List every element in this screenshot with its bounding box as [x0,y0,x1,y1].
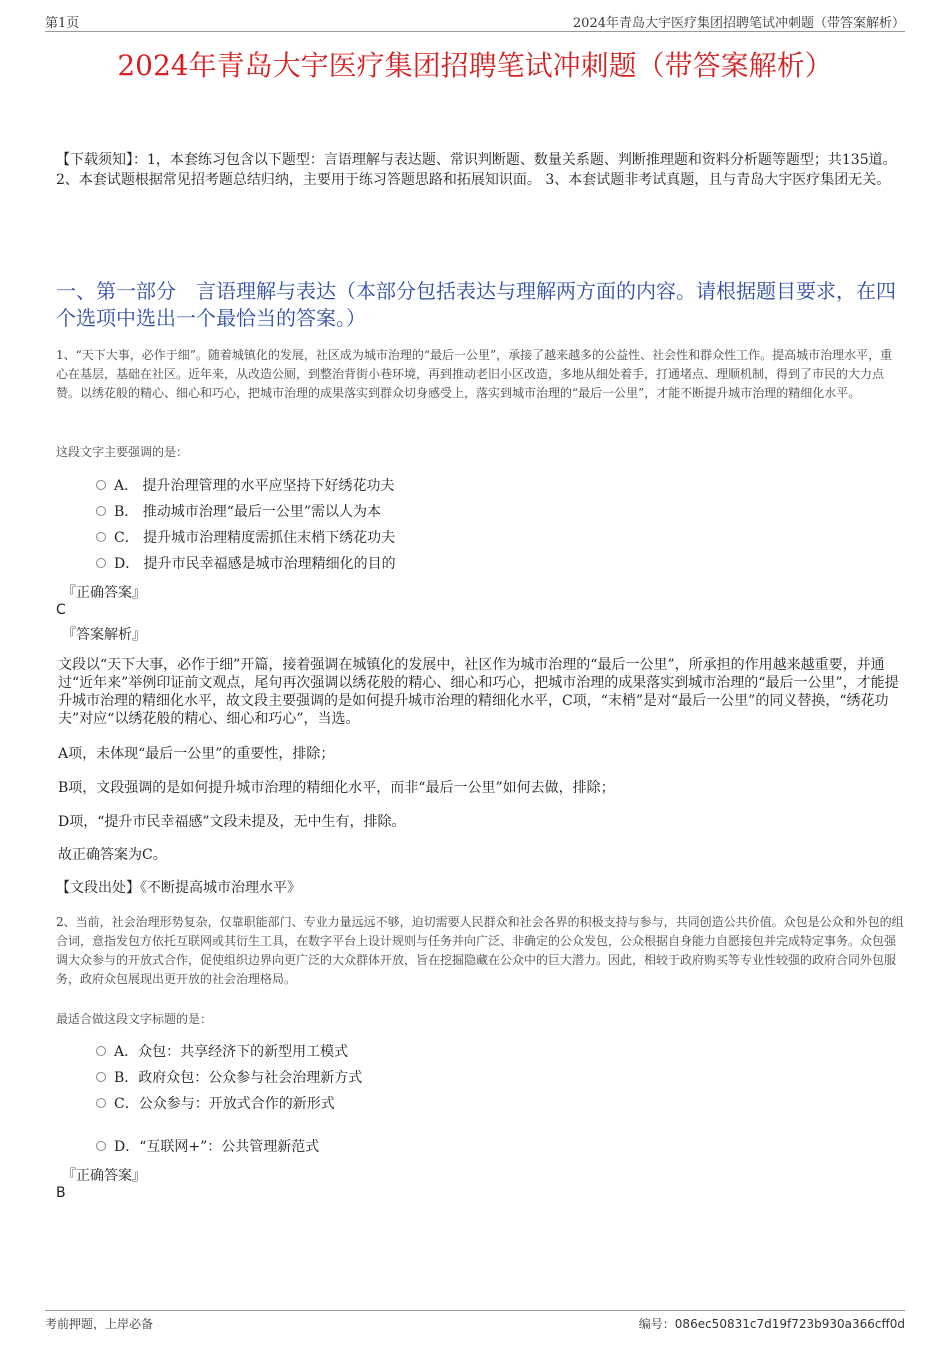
q2-option-b[interactable]: B．政府众包：公众参与社会治理新方式 [96,1068,362,1088]
footer-code: 编号：086ec50831c7d19f723b930a366cff0d [638,1317,905,1331]
radio-icon[interactable] [96,532,106,542]
radio-icon[interactable] [96,480,106,490]
q1-analysis-b: B项，文段强调的是如何提升城市治理的精细化水平，而非“最后一公里”如何去做，排除； [58,780,615,796]
footer-rule [45,1310,905,1311]
document-title: 2024年青岛大宇医疗集团招聘笔试冲刺题（带答案解析） [117,49,833,82]
q1-passage: 1、“天下大事，必作于细”。随着城镇化的发展，社区成为城市治理的“最后一公里”，承接了越来越多的公益性、社会性和群众性工作。提高城市治理水平，重心在基层，基础在社区。近年来，从改造公厕，到整治背街小巷环境，再到推动老旧小区改造，多地从细处着手，打通堵点、理顺机制，得到了市民的大力点赞。以绣花般的精心、细心和巧心，把城市治理的成果落实到群众切身感受上，落实到城市治理的“最后一公里”，才能不断提升城市治理的精细化水平。 [56,348,893,400]
q1-answer: C [56,602,66,618]
download-notice: 【下载须知】：1，本套练习包含以下题型：言语理解与表达题、常识判断题、数量关系题、判断推理题和资料分析题等题型；共135道。 2、本套试题根据常见招考题总结归纳，主要用于练习答题思路和拓展知识面。 3、本套试题非考试真题，且与青岛大宇医疗集团无关。 [56,152,897,188]
q2-answer-label: 『正确答案』 [62,1168,146,1184]
q1-question: 这段文字主要强调的是： [56,445,189,459]
q1-analysis-a: A项，未体现“最后一公里”的重要性，排除； [58,746,335,762]
q1-option-b[interactable]: B． 推动城市治理“最后一公里”需以人为本 [96,502,381,522]
q2-passage: 2、当前，社会治理形势复杂，仅靠职能部门、专业力量远远不够，迫切需要人民群众和社会各界的积极支持与参与，共同创造公共价值。众包是公众和外包的组合词，意指发包方依托互联网或其衍生工具，在数字平台上设计规则与任务并向广泛、非确定的公众发包，公众根据自身能力自愿接包并完成特定事务。众包强调大众参与的开放式合作，促使组织边界向更广泛的大众群体开放，旨在挖掘隐藏在公众中的巨大潜力。因此，相较于政府购买等专业性较强的政府合同外包服务，政府众包展现出更开放的社会治理格局。 [56,915,904,986]
header-doc-title: 2024年青岛大宇医疗集团招聘笔试冲刺题（带答案解析） [572,16,905,31]
header-rule [45,31,905,32]
q2-answer: B [56,1185,66,1201]
radio-icon[interactable] [96,1072,106,1082]
q2-option-c[interactable]: C．公众参与：开放式合作的新形式 [96,1094,335,1114]
q1-analysis-main: 文段以“天下大事，必作于细”开篇，接着强调在城镇化的发展中，社区作为城市治理的“最后一公里”，所承担的作用越来越重要，并通过“近年来”举例印证前文观点，尾句再次强调以绣花般的精心、细心和巧心，把城市治理的成果落实到城市治理的“最后一公里”，才能提升城市治理的精细化水平，故文段主要强调的是如何提升城市治理的精细化水平，C项，“末梢”是对“最后一公里”的同义替换，“绣花功夫”对应“以绣花般的精心、细心和巧心”，当选。 [58,657,899,727]
section-heading: 一、第一部分 言语理解与表达（本部分包括表达与理解两方面的内容。请根据题目要求，在四个选项中选出一个最恰当的答案。） [56,279,896,330]
radio-icon[interactable] [96,506,106,516]
q1-option-c[interactable]: C． 提升城市治理精度需抓住末梢下绣花功夫 [96,528,395,548]
page-number: 第1页 [45,16,80,31]
q2-question: 最适合做这段文字标题的是： [56,1012,213,1026]
q1-answer-label: 『正确答案』 [62,585,146,601]
q1-analysis-label: 『答案解析』 [62,627,146,643]
footer-slogan: 考前押题，上岸必备 [45,1317,154,1331]
radio-icon[interactable] [96,558,106,568]
q1-analysis-conclusion: 故正确答案为C。 [58,847,167,863]
q1-option-a[interactable]: A． 提升治理管理的水平应坚持下好绣花功夫 [96,476,395,496]
q1-source: 【文段出处】《不断提高城市治理水平》 [56,880,301,896]
q1-analysis-d: D项，“提升市民幸福感”文段未提及，无中生有，排除。 [58,814,406,830]
radio-icon[interactable] [96,1098,106,1108]
radio-icon[interactable] [96,1141,106,1151]
q1-option-d[interactable]: D． 提升市民幸福感是城市治理精细化的目的 [96,554,396,574]
q2-option-d[interactable]: D．“互联网+”：公共管理新范式 [96,1137,319,1157]
radio-icon[interactable] [96,1046,106,1056]
q2-option-a[interactable]: A．众包：共享经济下的新型用工模式 [96,1042,348,1062]
